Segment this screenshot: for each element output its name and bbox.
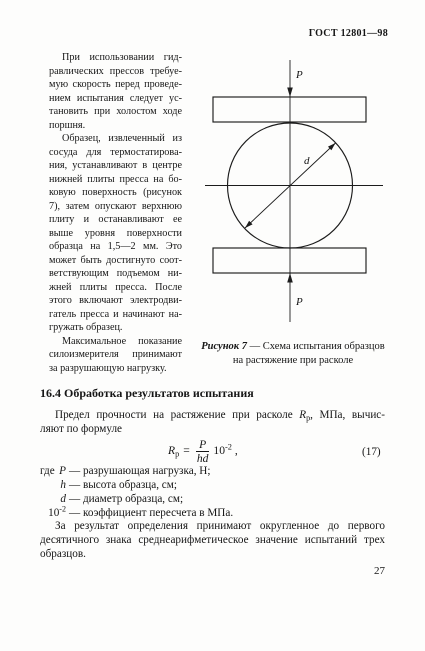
definition-text: — высота образца, см; [69, 479, 177, 491]
text-line: ляют по формуле [40, 423, 122, 435]
coefficient-exponent: -2 [59, 504, 66, 514]
text-line: При использовании гид- [62, 52, 182, 63]
formula-equals: = [183, 444, 190, 457]
text-line: силоизмерителя принимают [49, 349, 182, 360]
formula-intro-paragraph [40, 408, 385, 436]
where-word: где [40, 465, 55, 477]
text-line: поршня. [49, 119, 86, 131]
definition-symbol [40, 506, 66, 520]
formula-factor-base: 10 [213, 444, 225, 457]
text-line: равлических прессов требуе- [49, 65, 182, 77]
text-line: жней плиты пресса. После [49, 281, 182, 293]
paragraph-specimen-placement [49, 132, 182, 335]
text-line: гатель пресса и начинают на- [49, 308, 182, 320]
formula-factor [213, 444, 237, 458]
text-line: образцов. [40, 548, 86, 560]
caption-figure-number: Рисунок 7 [201, 341, 247, 352]
text-line: может быть достигнуто соот- [49, 254, 182, 266]
definition-row [40, 492, 385, 506]
section-title: Обработка результатов испытания [64, 386, 254, 400]
formula-fraction [195, 438, 211, 465]
formula-numerator: P [196, 438, 209, 452]
formula-lhs-symbol: R [168, 444, 176, 457]
intro-text-before: Предел прочности на растяжение при расколе [55, 409, 300, 421]
section-number: 16.4 [40, 386, 61, 400]
definition-symbol: d [60, 493, 66, 505]
paragraph-breaking-load [49, 335, 182, 376]
definition-text: — диаметр образца, см; [69, 493, 184, 505]
load-label-bottom: P [296, 296, 303, 308]
splitting-test-diagram [198, 56, 388, 328]
formula-lhs-subscript: р [175, 449, 180, 459]
load-label-top: P [296, 69, 303, 81]
text-line: этого включают электродви- [49, 295, 182, 306]
paragraph-press-speed [49, 51, 182, 132]
formula-trailing-comma: , [231, 444, 238, 457]
lower-press-plate [213, 248, 366, 273]
text-line: ветствующим подъемом ни- [49, 268, 182, 279]
text-line: мую скорость перед проведе- [49, 79, 182, 90]
upper-press-plate [213, 97, 366, 122]
variable-definitions [40, 464, 385, 520]
intro-text-after: , МПа, вычис- [310, 409, 385, 421]
text-line: тановить при холостом ходе [49, 106, 182, 117]
text-line [40, 408, 385, 422]
document-standard-header: ГОСТ 12801—98 [308, 28, 388, 39]
text-line: выше уровня поверхности [49, 227, 182, 239]
text-line: 7), затем опускают верхнюю [49, 200, 182, 212]
figure-caption [196, 340, 390, 368]
text-line: ковую поверхность (рисунок [49, 187, 182, 198]
text-line: За результат определения принимают округленное до первого [55, 520, 385, 532]
formula-lhs [168, 444, 179, 458]
definition-text: — разрушающая нагрузка, Н; [69, 465, 211, 477]
text-line: ния, устанавливают в центре [49, 160, 182, 171]
definition-symbol: P [59, 465, 66, 477]
bottom-load-arrowhead [287, 273, 293, 283]
definition-row [40, 478, 385, 492]
text-line: за разрушающую нагрузку. [49, 362, 167, 374]
text-line: Максимальное показание [62, 335, 182, 347]
definition-symbol: h [60, 479, 66, 491]
intro-symbol-subscript: р [306, 413, 311, 423]
text-line: нием испытания следует ус- [49, 92, 182, 104]
conclusion-paragraph [40, 519, 385, 561]
definition-row [40, 506, 385, 520]
definition-text: — коэффициент пересчета в МПа. [69, 507, 234, 519]
formula-denominator: hd [196, 451, 209, 465]
definition-row [40, 464, 385, 478]
caption-line-1 [196, 340, 390, 354]
left-text-column [49, 51, 182, 375]
formula-17 [168, 436, 238, 466]
text-line: гружать образец. [49, 322, 123, 333]
diameter-label: d [304, 155, 310, 167]
intro-symbol: R [299, 409, 307, 421]
caption-line-2: на растяжение при расколе [232, 355, 354, 366]
equation-number: (17) [362, 446, 381, 458]
text-line: образца на 1,5—2 мм. Это [49, 241, 182, 252]
caption-title-start: — Схема испытания образцов [247, 341, 385, 352]
formula-factor-exponent: -2 [225, 442, 232, 452]
top-load-arrowhead [287, 88, 293, 98]
text-line: десятичного знака среднеарифметическое значение испытаний трех [40, 534, 385, 546]
text-line: сосуда для термостатирова- [49, 146, 182, 158]
text-line: плиту и останавливают ее [49, 214, 182, 225]
section-heading [40, 386, 254, 400]
page-number: 27 [374, 565, 385, 577]
text-line: нижней плиты пресса на бо- [49, 173, 182, 185]
coefficient-base: 10 [48, 507, 60, 519]
text-line: Образец, извлеченный из [62, 133, 182, 144]
